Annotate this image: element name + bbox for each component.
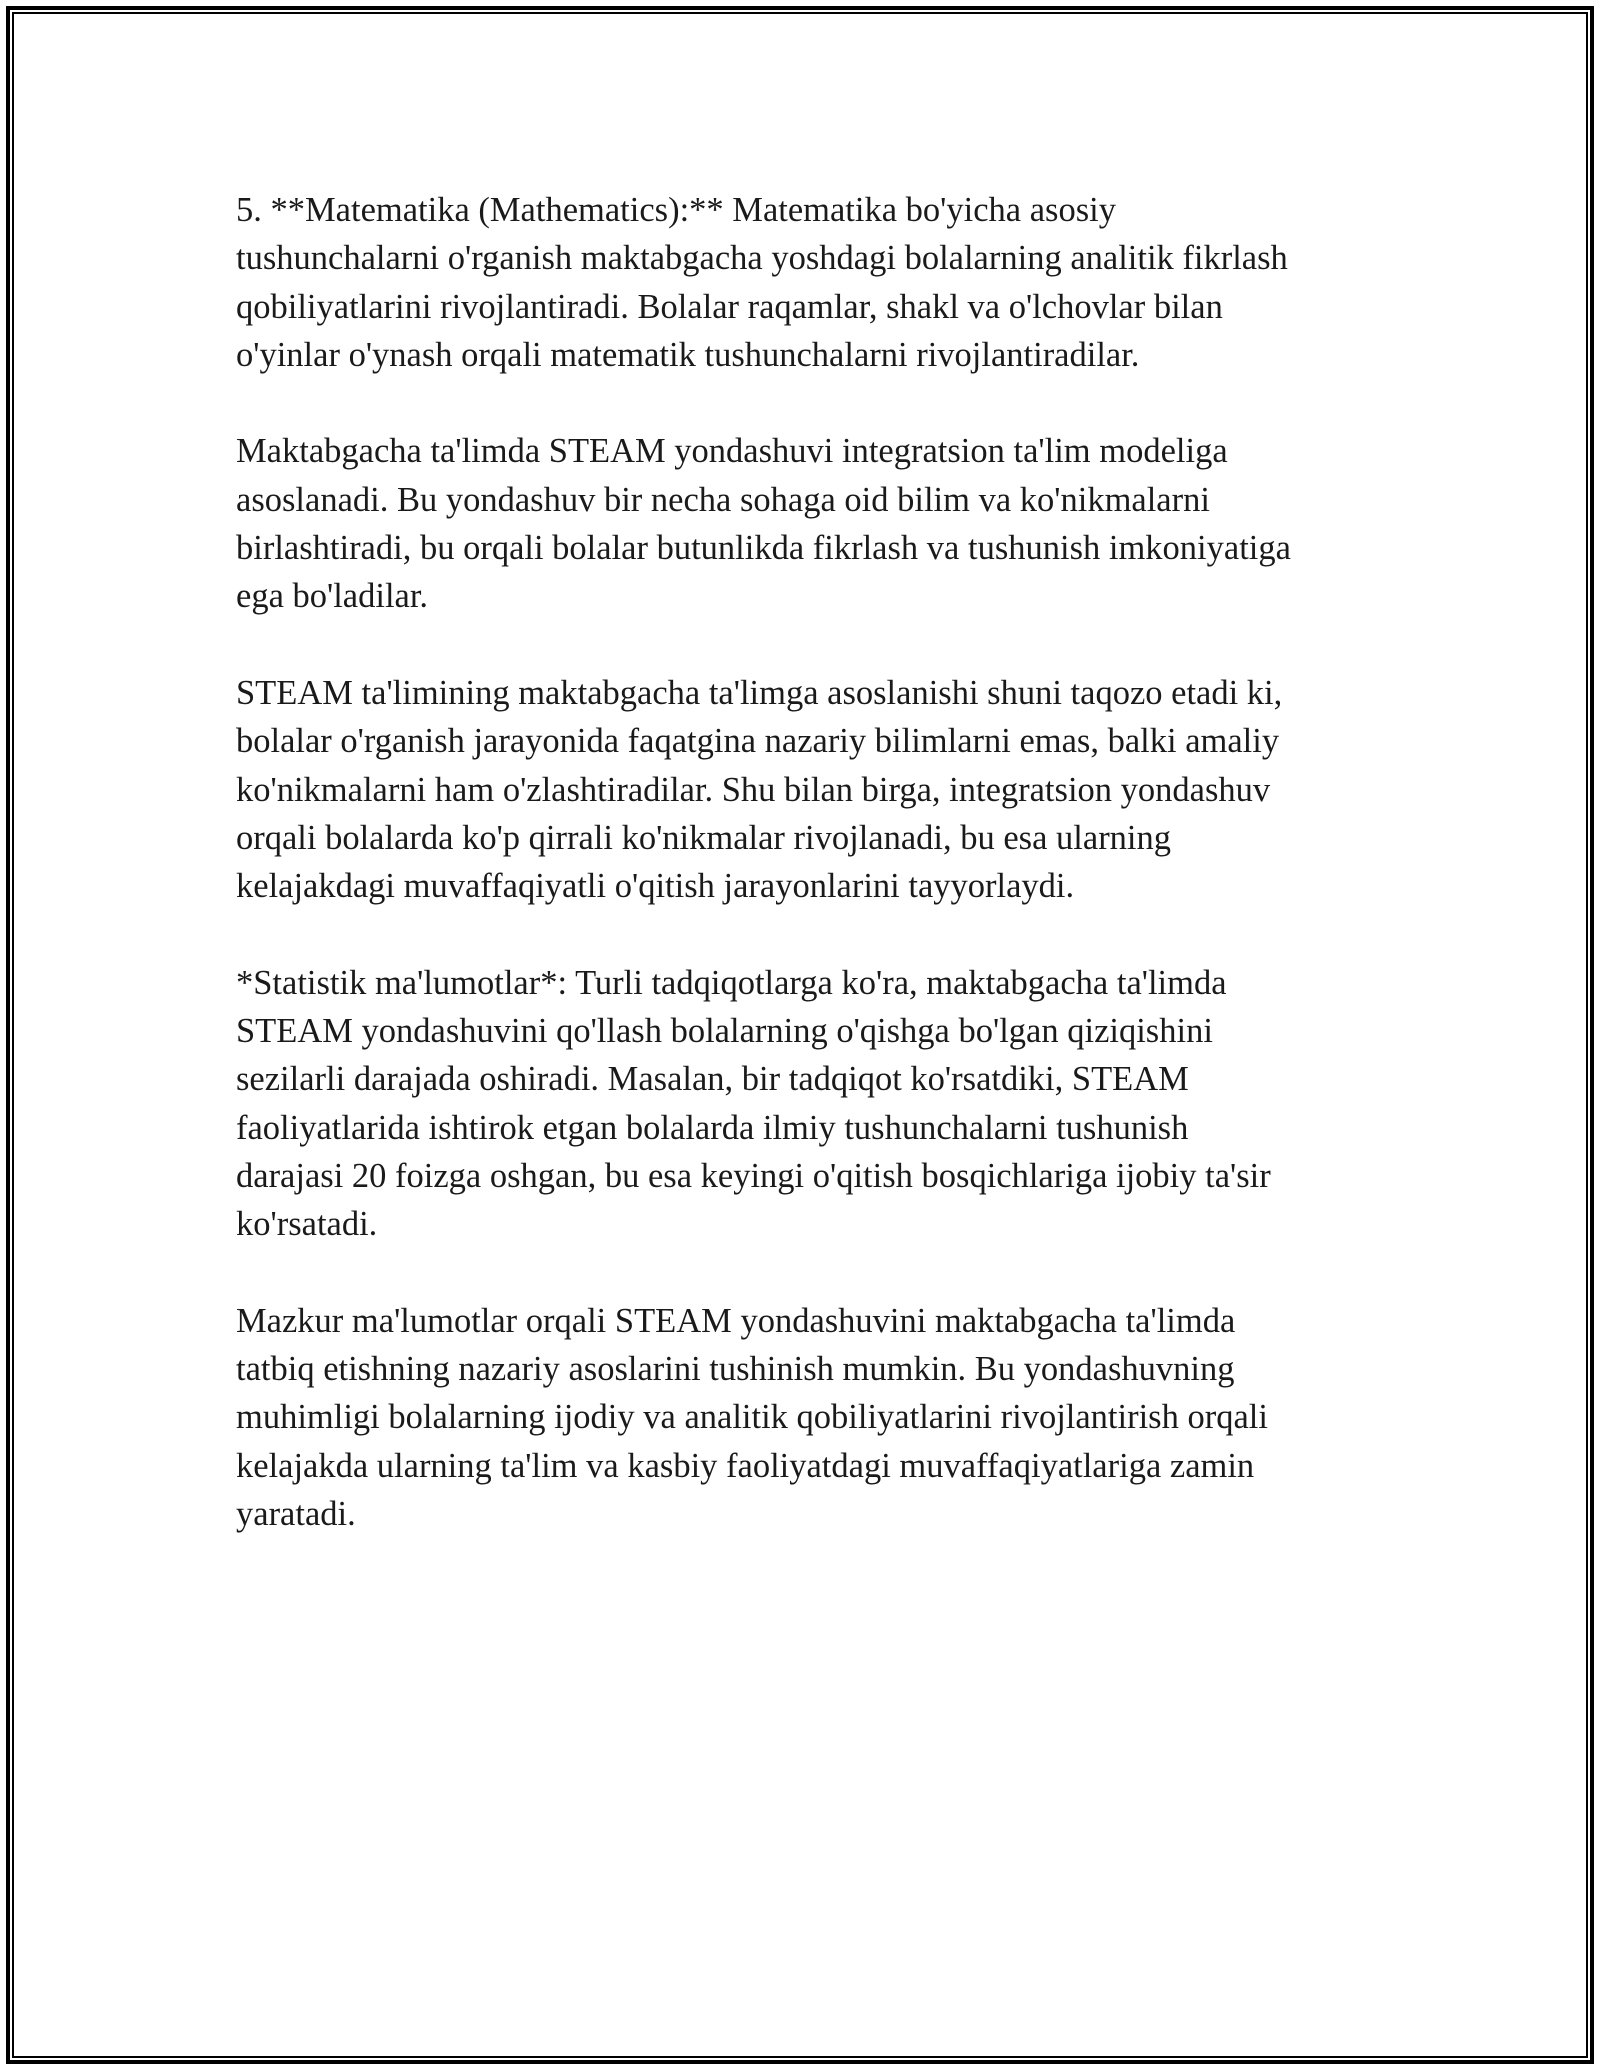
paragraph-statistics: *Statistik ma'lumotlar*: Turli tadqiqotlarga ko'ra, maktabgacha ta'limda STEAM yondashuvini qo'llash bolalarning o'qishga bo'lgan qiziqishini sezilarli darajada oshiradi. Masalan, bir tadqiqot ko'rsatdiki, STEAM faoliyatlarida ishtirok etgan bolalarda ilmiy tushunchalarni tushunish darajasi 20 foizga oshgan, bu esa keyingi o'qitish bosqichlariga ijobiy ta'sir ko'rsatadi.: [236, 963, 1271, 1244]
paragraph-steam-integration: Maktabgacha ta'limda STEAM yondashuvi integratsion ta'lim modeliga asoslanadi. Bu yondashuv bir necha sohaga oid bilim va ko'nikmalarni birlashtiradi, bu orqali bolalar butunlikda fikrlash va tushunish imkoniyatiga ega bo'ladilar.: [236, 432, 1291, 616]
paragraph-steam-foundation: STEAM ta'limining maktabgacha ta'limga asoslanishi shuni taqozo etadi ki, bolalar o'rganish jarayonida faqatgina nazariy bilimlarni emas, balki amaliy ko'nikmalarni ham o'zlashtiradilar. Shu bilan birga, integratsion yondashuv orqali bolalarda ko'p qirrali ko'nikmalar rivojlanadi, bu esa ularning kelajakdagi muvaffaqiyatli o'qitish jarayonlarini tayyorlaydi.: [236, 673, 1283, 906]
document-body: [236, 186, 1366, 1587]
paragraph-conclusion: Mazkur ma'lumotlar orqali STEAM yondashuvini maktabgacha ta'limda tatbiq etishning nazariy asoslarini tushinish mumkin. Bu yondashuvning muhimligi bolalarning ijodiy va analitik qobiliyatlarini rivojlantirish orqali kelajakda ularning ta'lim va kasbiy faoliyatdagi muvaffaqiyatlariga zamin yaratadi.: [236, 1301, 1268, 1534]
paragraph-mathematics: 5. **Matematika (Mathematics):** Matematika bo'yicha asosiy tushunchalarni o'rganish maktabgacha yoshdagi bolalarning analitik fikrlash qobiliyatlarini rivojlantiradi. Bolalar raqamlar, shakl va o'lchovlar bilan o'yinlar o'ynash orqali matematik tushunchalarni rivojlantiradilar.: [236, 191, 1288, 374]
